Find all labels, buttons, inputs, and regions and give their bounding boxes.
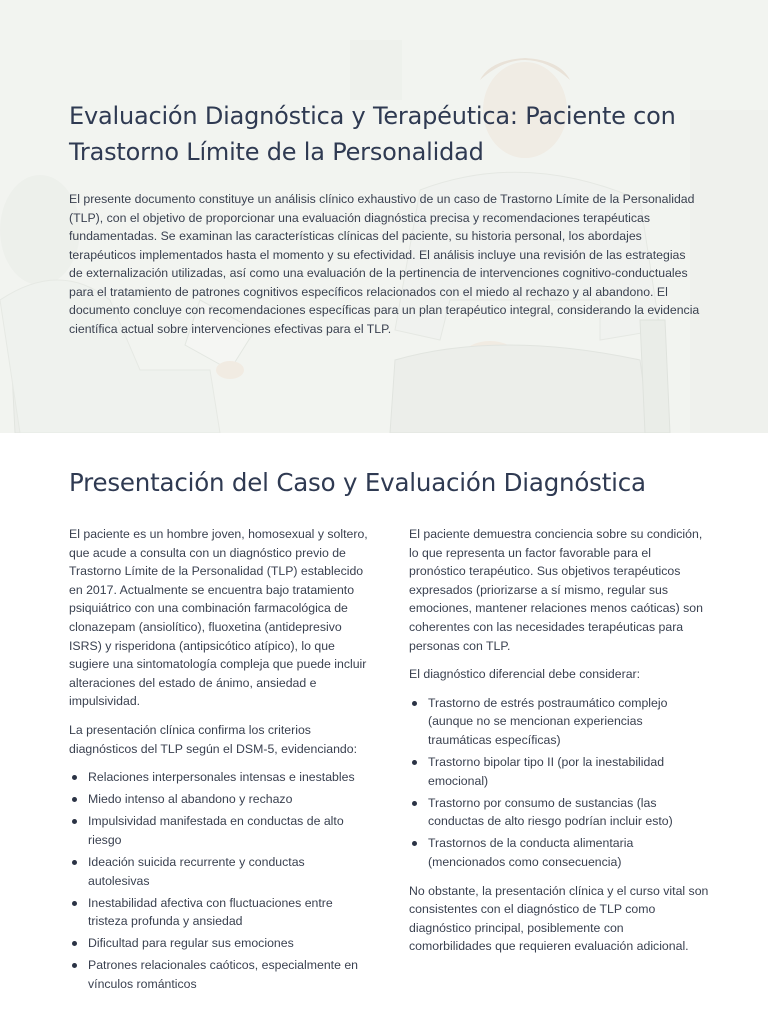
bullet-icon <box>412 841 417 846</box>
document-title: Evaluación Diagnóstica y Terapéutica: Paciente con Trastorno Límite de la Personalidad <box>69 102 676 166</box>
conclusion-paragraph: No obstante, la presentación clínica y el curso vital son consistentes con el diagnóstico de TLP como diagnóstico principal, posiblemente con comorbilidades que requieren evaluación adicional. <box>409 883 709 954</box>
list-item <box>69 768 369 787</box>
differential-diagnosis-list <box>409 694 709 872</box>
bullet-icon <box>72 963 77 968</box>
awareness-paragraph: El paciente demuestra conciencia sobre su condición, lo que representa un factor favorable para el pronóstico terapéutico. Sus objetivos terapéuticos expresados (priorizarse a sí mismo, regular sus emociones, mantener relaciones menos caóticas) son coherentes con las necesidades terapéuticas para personas con TLP. <box>409 527 703 653</box>
left-column <box>69 525 369 1004</box>
list-item <box>409 794 709 831</box>
list-item-text: Impulsividad manifestada en conductas de alto riesgo <box>88 814 344 847</box>
patient-description-paragraph: El paciente es un hombre joven, homosexual y soltero, que acude a consulta con un diagnóstico previo de Trastorno Límite de la Personalidad (TLP) establecido en 2017. Actualmente se encuentra bajo tratamiento psiquiátrico con una combinación farmacológica de clonazepam (ansiolítico), fluoxetina (antidepresivo ISRS) y risperidona (antipsicótico atípico), lo que sugiere una sintomatología compleja que puede incluir alteraciones del estado de ánimo, ansiedad e impulsividad. <box>69 527 368 709</box>
criteria-intro-paragraph: La presentación clínica confirma los criterios diagnósticos del TLP según el DSM-5, evidenciando: <box>69 722 358 756</box>
bullet-icon <box>72 941 77 946</box>
bullet-icon <box>72 819 77 824</box>
bullet-icon <box>412 760 417 765</box>
list-item-text: Trastorno bipolar tipo II (por la inestabilidad emocional) <box>428 755 665 788</box>
list-item <box>409 694 709 750</box>
case-presentation-section <box>69 463 709 1004</box>
list-item-text: Patrones relacionales caóticos, especialmente en vínculos románticos <box>88 958 359 992</box>
list-item-text: Trastornos de la conducta alimentaria (mencionados como consecuencia) <box>428 836 634 869</box>
bullet-icon <box>412 701 417 706</box>
right-column <box>409 525 709 1004</box>
bullet-icon <box>412 801 417 806</box>
list-item <box>69 812 369 849</box>
list-item <box>69 894 369 931</box>
section-title: Presentación del Caso y Evaluación Diagnóstica <box>69 468 646 497</box>
list-item <box>409 753 709 790</box>
bullet-icon <box>72 860 77 865</box>
list-item-text: Trastorno por consumo de sustancias (las conductas de alto riesgo podrían incluir esto) <box>428 795 673 829</box>
hero-banner <box>0 0 768 433</box>
list-item <box>69 956 369 993</box>
bullet-icon <box>72 775 77 780</box>
list-item-text: Inestabilidad afectiva con fluctuaciones entre tristeza profunda y ansiedad <box>88 895 333 929</box>
bullet-icon <box>72 797 77 802</box>
hero-content <box>69 98 701 338</box>
list-item-text: Relaciones interpersonales intensas e inestables <box>88 770 355 785</box>
two-column-body <box>69 525 709 1004</box>
list-item-text: Trastorno de estrés postraumático complejo (aunque no se mencionan experiencias traumáticas específicas) <box>428 695 668 747</box>
intro-paragraph: El presente documento constituye un análisis clínico exhaustivo de un caso de Trastorno Límite de la Personalidad (TLP), con el objetivo de proporcionar una evaluación diagnóstica precisa y recomendaciones terapéuticas fundamentadas. Se examinan las características clínicas del paciente, su historia personal, los abordajes terapéuticos implementados hasta el momento y su efectividad. El análisis incluye una revisión de las estrategias de externalización utilizadas, así como una evaluación de la pertinencia de intervenciones cognitivo-conductuales para el tratamiento de patrones cognitivos específicos relacionados con el miedo al rechazo y al abandono. El documento concluye con recomendaciones específicas para un plan terapéutico integral, considerando la evidencia científica actual sobre intervenciones efectivas para el TLP. <box>69 192 700 336</box>
bullet-icon <box>72 901 77 906</box>
list-item <box>69 790 369 809</box>
list-item-text: Miedo intenso al abandono y rechazo <box>88 792 293 807</box>
diagnostic-criteria-list <box>69 768 369 994</box>
list-item-text: Dificultad para regular sus emociones <box>88 936 294 951</box>
list-item <box>69 934 369 953</box>
list-item <box>409 834 709 871</box>
list-item <box>69 853 369 890</box>
list-item-text: Ideación suicida recurrente y conductas autolesivas <box>88 855 305 888</box>
differential-intro-paragraph: El diagnóstico diferencial debe considerar: <box>409 667 641 682</box>
